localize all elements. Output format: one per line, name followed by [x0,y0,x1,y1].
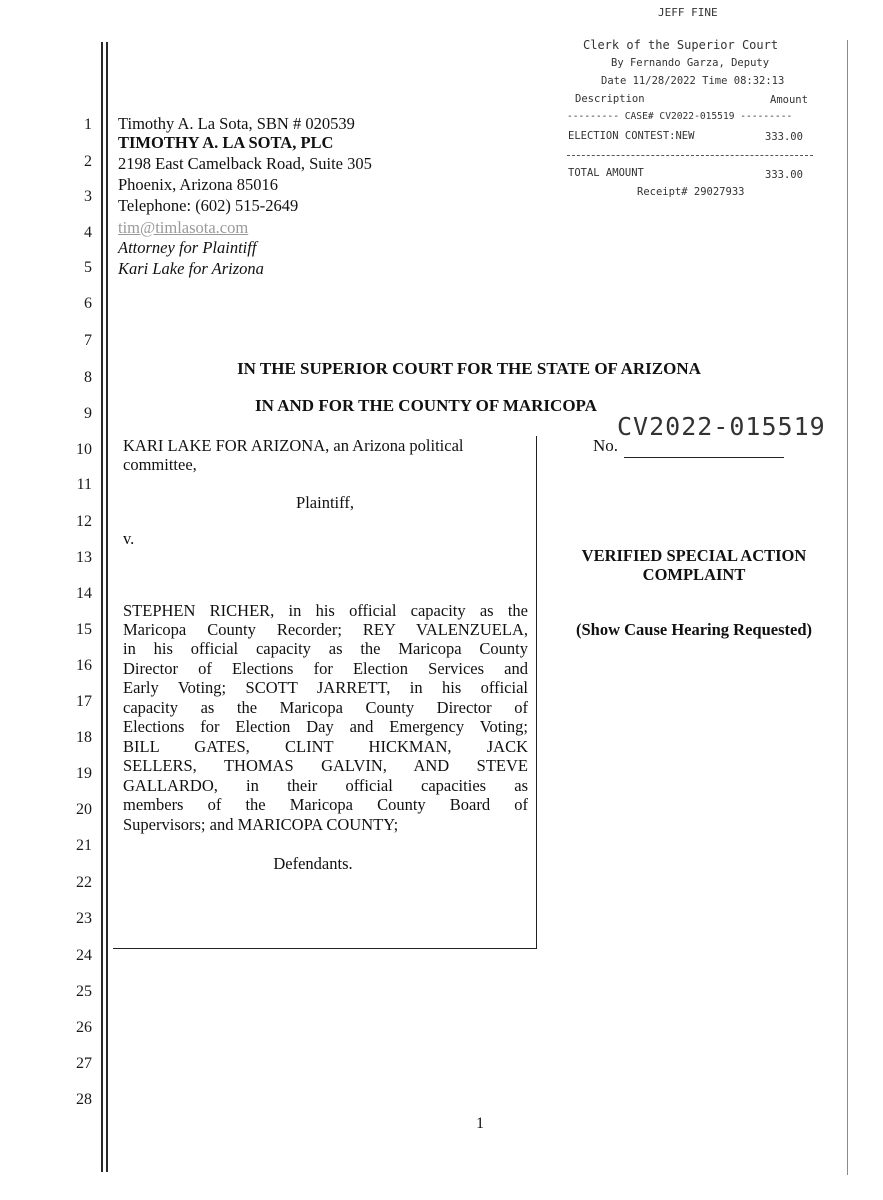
defendant-line: Early Voting; SCOTT JARRETT, in his official [123,678,528,697]
receipt-col-amount: Amount [770,94,808,106]
attorney-name-sbn: Timothy A. La Sota, SBN # 020539 [118,114,355,133]
line-number: 28 [76,1091,92,1108]
line-number: 8 [84,369,92,386]
law-firm-name: TIMOTHY A. LA SOTA, PLC [118,133,334,152]
firm-address-line1: 2198 East Camelback Road, Suite 305 [118,154,372,173]
receipt-divider [567,155,813,156]
firm-telephone: Telephone: (602) 515-2649 [118,196,299,215]
receipt-case-line: --------- CASE# CV2022-015519 --------- [567,111,793,122]
defendant-line: members of the Maricopa County Board of [123,795,528,814]
clerk-title: Clerk of the Superior Court [583,38,779,52]
line-number: 11 [76,476,92,493]
defendant-label: Defendants. [273,854,353,873]
document-title-line1: VERIFIED SPECIAL ACTION [581,546,807,565]
line-number: 19 [76,765,92,782]
pleading-rule-right [847,40,848,1175]
defendant-line: SELLERS, THOMAS GALVIN, AND STEVE [123,756,528,775]
line-number: 10 [76,441,92,458]
receipt-total-amount: 333.00 [765,169,803,181]
page-number: 1 [476,1115,484,1132]
defendant-line: GALLARDO, in their official capacities as [123,776,528,795]
defendant-line: capacity as the Maricopa County Director of [123,698,528,717]
line-number: 3 [84,188,92,205]
defendant-line: BILL GATES, CLINT HICKMAN, JACK [123,737,528,756]
line-number: 6 [84,295,92,312]
line-number: 23 [76,910,92,927]
line-number: 15 [76,621,92,638]
pleading-rule-left-inner [106,42,108,1172]
defendant-line: Maricopa County Recorder; REY VALENZUELA, [123,620,528,639]
line-number: 14 [76,585,92,602]
receipt-item-label: ELECTION CONTEST:NEW [568,130,695,142]
line-number: 20 [76,801,92,818]
line-number: 21 [76,837,92,854]
line-number: 13 [76,549,92,566]
clerk-deputy: By Fernando Garza, Deputy [611,57,770,69]
line-number: 22 [76,874,92,891]
attorney-email: tim@timlasota.com [118,218,249,237]
line-number: 16 [76,657,92,674]
line-number: 1 [84,116,92,133]
line-number: 9 [84,405,92,422]
line-number: 18 [76,729,92,746]
line-number: 27 [76,1055,92,1072]
receipt-item-amount: 333.00 [765,131,803,143]
receipt-date-time: Date 11/28/2022 Time 08:32:13 [601,75,785,87]
firm-address-line2: Phoenix, Arizona 85016 [118,175,278,194]
receipt-number: Receipt# 29027933 [637,186,745,198]
defendant-line: STEPHEN RICHER, in his official capacity as the [123,601,528,620]
document-subtitle: (Show Cause Hearing Requested) [575,620,813,639]
attorney-role: Attorney for Plaintiff [118,238,257,257]
line-number: 24 [76,947,92,964]
line-number: 5 [84,259,92,276]
defendant-line: Director of Elections for Election Services and [123,659,528,678]
court-heading-line2: IN AND FOR THE COUNTY OF MARICOPA [255,396,597,415]
receipt-col-description: Description [575,93,645,105]
defendant-line: Supervisors; and MARICOPA COUNTY; [123,815,399,834]
plaintiff-name-line: committee, [123,455,197,474]
line-number: 17 [76,693,92,710]
case-number-label: No. [593,436,619,455]
case-number-blank-line [624,457,784,458]
line-number: 25 [76,983,92,1000]
line-number: 2 [84,153,92,170]
document-title-line2: COMPLAINT [642,565,746,584]
pleading-rule-left-outer [101,42,103,1172]
receipt-total-label: TOTAL AMOUNT [568,167,644,179]
line-number: 26 [76,1019,92,1036]
defendant-line: in his official capacity as the Maricopa County [123,639,528,658]
client-name: Kari Lake for Arizona [118,259,264,278]
clerk-name: JEFF FINE [658,6,718,19]
plaintiff-name-line: KARI LAKE FOR ARIZONA, an Arizona political [123,436,464,455]
court-heading-line1: IN THE SUPERIOR COURT FOR THE STATE OF ARIZONA [237,359,701,378]
plaintiff-label: Plaintiff, [296,493,354,512]
defendant-line: Elections for Election Day and Emergency Voting; [123,717,528,736]
line-number: 7 [84,332,92,349]
versus-label: v. [123,529,135,548]
line-number: 12 [76,513,92,530]
line-number: 4 [84,224,92,241]
case-number-stamp: CV2022-015519 [617,412,826,441]
